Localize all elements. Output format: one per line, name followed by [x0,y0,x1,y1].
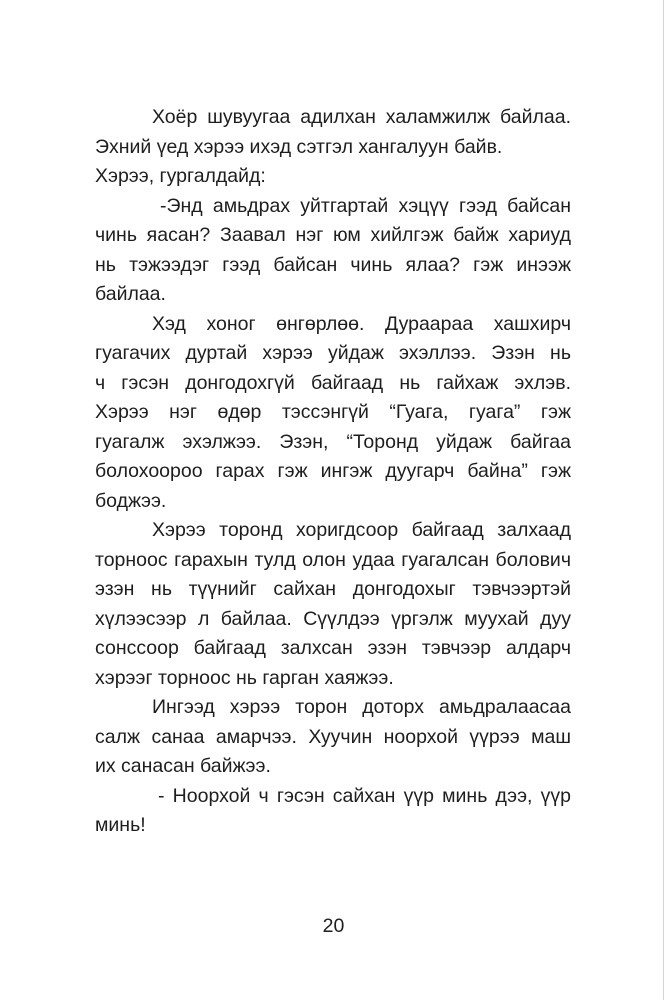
text-line: торноос гарахын тулд олон удаа гуагалсан болович [95,548,571,571]
paragraph [95,162,571,192]
page-edge [663,0,664,1000]
story-text [95,103,571,841]
text-line: Ингээд хэрээ торон доторх амьдралаасаа [152,696,571,718]
text-line: минь! [95,814,146,836]
paragraph [95,103,571,133]
text-line: эзэн нь түүнийг сайхан донгодохыг тэвчээртэй [95,578,571,600]
text-line: ч гэсэн донгодохгүй байгаад нь гайхаж эхлэв. [95,371,571,394]
paragraph [95,782,571,841]
text-line: Хоёр шувуугаа адилхан халамжилж байлаа. [152,106,571,128]
text-line: гуагачих дуртай хэрээ уйдаж эхэллээ. Эзэн нь [95,342,571,364]
paragraph [95,516,571,693]
text-line: Хэд хоног өнгөрлөө. Дураараа хашхирч [152,312,571,335]
paragraph [95,133,571,163]
text-line: - Ноорхой ч гэсэн сайхан үүр минь дээ, үүр [158,784,571,807]
text-line: сонссоор байгаад залхсан эзэн тэвчээр алдарч [95,637,571,659]
text-line: Хэрээ нэг өдөр тэссэнгүй “Гуага, гуага” гэж [95,401,571,423]
text-line: хэрээг торноос нь гарган хаяжээ. [95,666,394,689]
text-line: Эхний үед хэрээ ихэд сэтгэл хангалуун байв. [95,135,503,158]
paragraph [95,192,571,310]
text-line: боджээ. [95,489,167,512]
text-line: нь тэжээдэг гээд байсан чинь ялаа? гэж инээж [95,253,571,276]
text-line: болохоороо гарах гэж ингэж дуугарч байна” гэж [95,460,571,482]
text-line: их санасан байжээ. [95,755,271,777]
text-line: Хэрээ торонд хоригдсоор байгаад залхаад [152,519,571,541]
text-line: Хэрээ, гургалдайд: [95,165,266,187]
text-line: байлаа. [95,283,166,305]
paragraph [95,310,571,517]
text-line: чинь яасан? Заавал нэг юм хийлгэж байж хариуд [95,224,571,246]
text-line: салж санаа амарчээ. Хуучин ноорхой үүрээ маш [95,725,571,748]
text-line: -Энд амьдрах уйтгартай хэцүү гээд байсан [160,194,571,217]
page-number: 20 [322,915,345,937]
paragraph [95,693,571,782]
text-line: хүлээсээр л байлаа. Сүүлдээ үргэлж муухай дуу [95,607,571,630]
text-line: гуагалж эхэлжээ. Эзэн, “Торонд уйдаж байгаа [95,430,571,453]
